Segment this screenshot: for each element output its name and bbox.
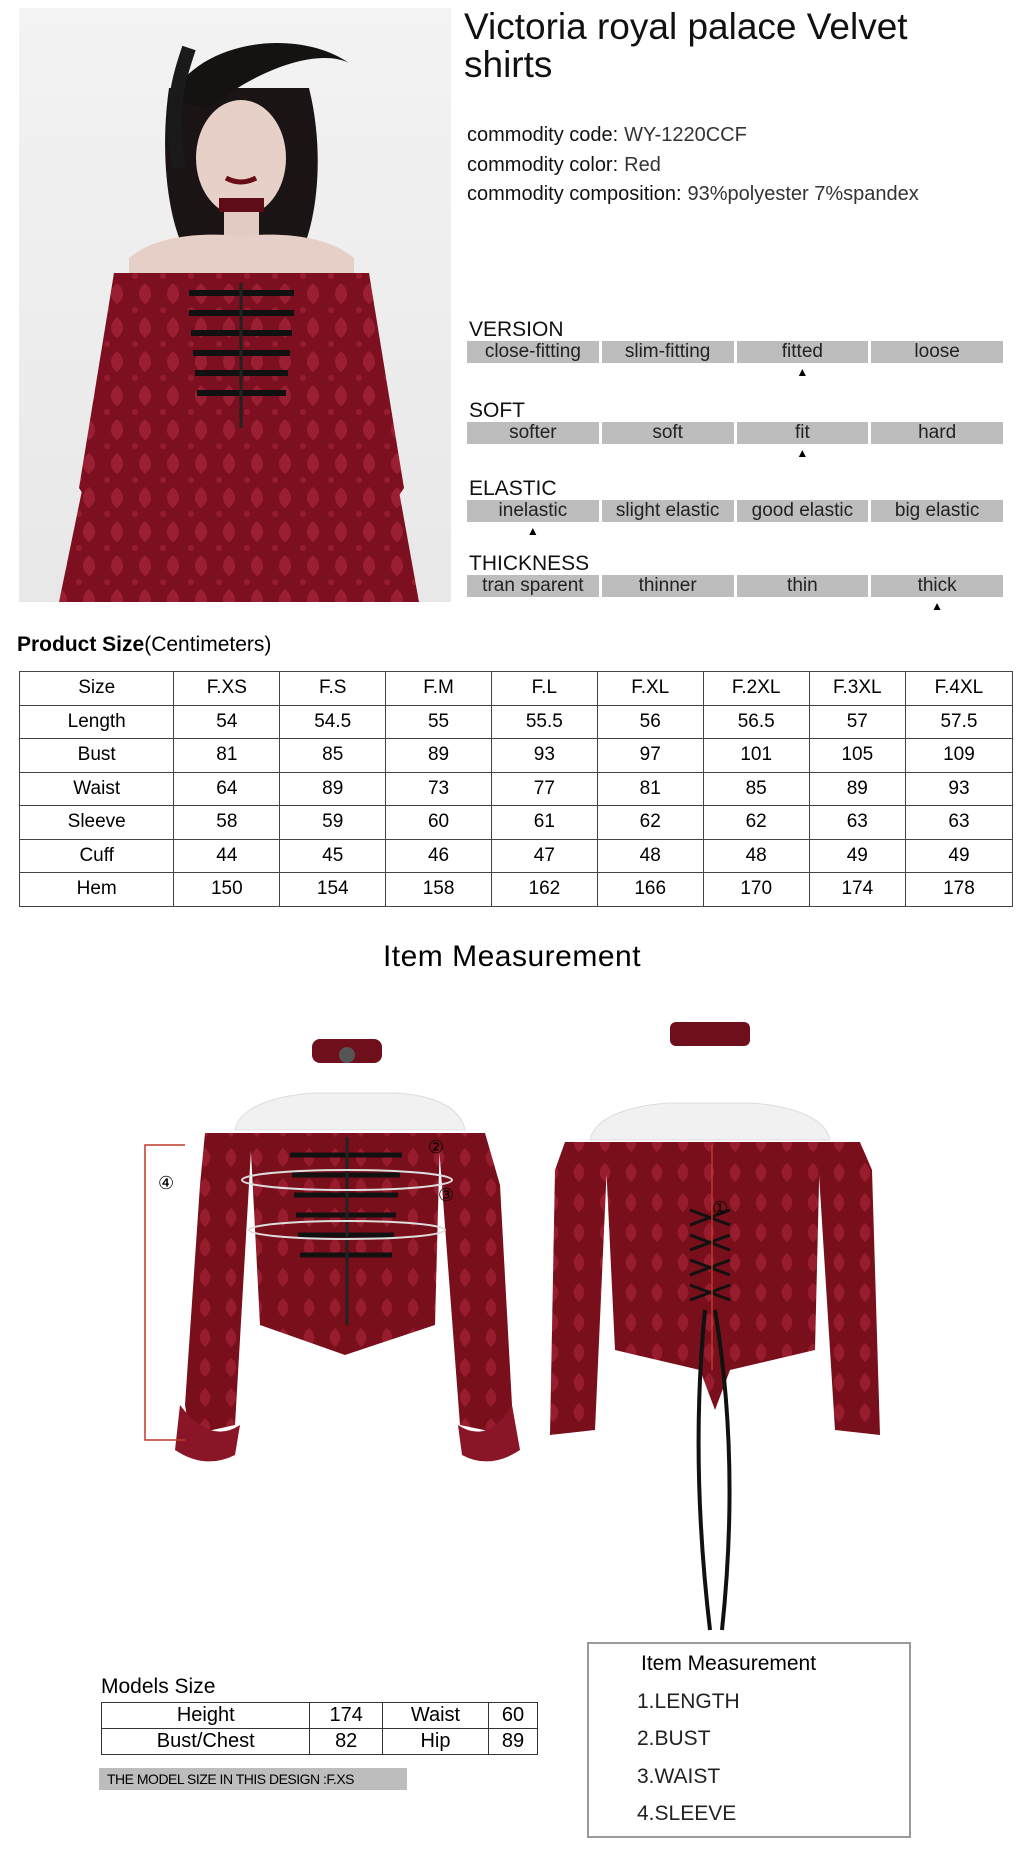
size-cell: 63	[809, 806, 905, 840]
model-photo	[19, 8, 451, 602]
size-cell: F.XS	[174, 672, 280, 706]
product-title: Victoria royal palace Velvet shirts	[464, 6, 908, 85]
size-cell: 47	[491, 839, 597, 873]
size-row	[20, 739, 1013, 773]
size-row	[20, 873, 1013, 907]
models-cell: 82	[310, 1729, 383, 1755]
size-cell: 55	[386, 705, 492, 739]
legend-item-length: 1.LENGTH	[637, 1690, 740, 1713]
size-cell: 64	[174, 772, 280, 806]
size-cell: 55.5	[491, 705, 597, 739]
size-cell: 73	[386, 772, 492, 806]
size-cell: 81	[174, 739, 280, 773]
marker-sleeve: ④	[158, 1173, 175, 1193]
models-cell: 89	[488, 1729, 537, 1755]
scale-option: good elastic	[737, 500, 869, 522]
scale-label-thickness: THICKNESS	[469, 552, 590, 575]
models-row	[102, 1729, 538, 1755]
scale-selected-marker: ▲	[931, 599, 944, 613]
models-row	[102, 1703, 538, 1729]
marker-length: ①	[712, 1198, 729, 1218]
models-cell: Hip	[382, 1729, 488, 1755]
spec-composition: commodity composition: 93%polyester 7%spandex	[467, 183, 919, 205]
size-cell: Bust	[20, 739, 174, 773]
size-cell: Sleeve	[20, 806, 174, 840]
size-cell: F.L	[491, 672, 597, 706]
scale-label-soft: SOFT	[469, 399, 525, 422]
models-cell: 174	[310, 1703, 383, 1729]
size-cell: F.3XL	[809, 672, 905, 706]
scale-option: softer	[467, 422, 599, 444]
marker-bust: ②	[428, 1137, 445, 1157]
size-row	[20, 806, 1013, 840]
scale-option: thick	[871, 575, 1003, 597]
scale-option: fit	[737, 422, 869, 444]
size-cell: 97	[597, 739, 703, 773]
size-cell: 85	[703, 772, 809, 806]
size-cell: 46	[386, 839, 492, 873]
scale-label-version: VERSION	[469, 318, 564, 341]
size-cell: 81	[597, 772, 703, 806]
size-cell: 178	[905, 873, 1012, 907]
size-cell: Size	[20, 672, 174, 706]
size-cell: 60	[386, 806, 492, 840]
size-cell: 109	[905, 739, 1012, 773]
size-cell: Length	[20, 705, 174, 739]
size-cell: 45	[280, 839, 386, 873]
scale-row-thickness	[467, 575, 1003, 597]
size-cell: 162	[491, 873, 597, 907]
scale-option: tran sparent	[467, 575, 599, 597]
size-cell: 44	[174, 839, 280, 873]
size-cell: 48	[597, 839, 703, 873]
size-cell: 56	[597, 705, 703, 739]
size-cell: 174	[809, 873, 905, 907]
size-cell: 56.5	[703, 705, 809, 739]
marker-waist: ③	[438, 1185, 455, 1205]
legend-item-bust: 2.BUST	[637, 1727, 711, 1750]
size-cell: 54.5	[280, 705, 386, 739]
garment-front-view	[140, 1025, 540, 1465]
size-header-row	[20, 672, 1013, 706]
size-cell: 48	[703, 839, 809, 873]
size-cell: 62	[597, 806, 703, 840]
models-cell: 60	[488, 1703, 537, 1729]
scale-selected-marker: ▲	[526, 524, 539, 538]
garment-back-view	[540, 1010, 890, 1640]
size-cell: Cuff	[20, 839, 174, 873]
size-cell: 58	[174, 806, 280, 840]
scale-row-elastic	[467, 500, 1003, 522]
size-cell: 61	[491, 806, 597, 840]
size-cell: 77	[491, 772, 597, 806]
size-cell: Waist	[20, 772, 174, 806]
scale-option: big elastic	[871, 500, 1003, 522]
size-cell: 62	[703, 806, 809, 840]
size-cell: 105	[809, 739, 905, 773]
scale-label-elastic: ELASTIC	[469, 477, 557, 500]
scale-option: soft	[602, 422, 734, 444]
size-cell: 93	[905, 772, 1012, 806]
models-cell: Bust/Chest	[102, 1729, 310, 1755]
size-cell: 170	[703, 873, 809, 907]
scale-option: loose	[871, 341, 1003, 363]
size-row	[20, 705, 1013, 739]
size-cell: 54	[174, 705, 280, 739]
size-cell: 150	[174, 873, 280, 907]
size-cell: 93	[491, 739, 597, 773]
measurement-legend	[587, 1642, 911, 1838]
size-cell: 101	[703, 739, 809, 773]
item-measurement-title: Item Measurement	[382, 940, 642, 973]
size-cell: 57.5	[905, 705, 1012, 739]
size-cell: F.S	[280, 672, 386, 706]
size-row	[20, 839, 1013, 873]
size-cell: Hem	[20, 873, 174, 907]
size-cell: 89	[280, 772, 386, 806]
size-cell: 63	[905, 806, 1012, 840]
legend-item-sleeve: 4.SLEEVE	[637, 1802, 737, 1825]
scale-option: slim-fitting	[602, 341, 734, 363]
size-cell: 154	[280, 873, 386, 907]
size-cell: F.2XL	[703, 672, 809, 706]
scale-row-version	[467, 341, 1003, 363]
scale-selected-marker: ▲	[796, 446, 809, 460]
size-cell: F.M	[386, 672, 492, 706]
scale-option: slight elastic	[602, 500, 734, 522]
size-table	[19, 671, 1013, 907]
model-size-note: THE MODEL SIZE IN THIS DESIGN :F.XS	[99, 1768, 407, 1790]
scale-option: thinner	[602, 575, 734, 597]
size-cell: 49	[809, 839, 905, 873]
scale-option: close-fitting	[467, 341, 599, 363]
size-cell: 158	[386, 873, 492, 907]
product-size-title: Product Size(Centimeters)	[17, 633, 272, 656]
size-row	[20, 772, 1013, 806]
scale-option: fitted	[737, 341, 869, 363]
size-cell: 85	[280, 739, 386, 773]
scale-option: thin	[737, 575, 869, 597]
scale-row-soft	[467, 422, 1003, 444]
spec-color: commodity color: Red	[467, 154, 661, 176]
size-cell: 49	[905, 839, 1012, 873]
models-cell: Waist	[382, 1703, 488, 1729]
size-cell: 89	[386, 739, 492, 773]
scale-option: hard	[871, 422, 1003, 444]
scale-option: inelastic	[467, 500, 599, 522]
models-size-table	[101, 1702, 538, 1755]
size-cell: 59	[280, 806, 386, 840]
size-cell: 57	[809, 705, 905, 739]
size-cell: 89	[809, 772, 905, 806]
size-cell: F.XL	[597, 672, 703, 706]
models-size-title: Models Size	[101, 1675, 216, 1698]
size-cell: F.4XL	[905, 672, 1012, 706]
size-cell: 166	[597, 873, 703, 907]
scale-selected-marker: ▲	[796, 365, 809, 379]
spec-code: commodity code: WY-1220CCF	[467, 124, 747, 146]
legend-title: Item Measurement	[641, 1652, 817, 1675]
models-cell: Height	[102, 1703, 310, 1729]
legend-item-waist: 3.WAIST	[637, 1765, 721, 1788]
